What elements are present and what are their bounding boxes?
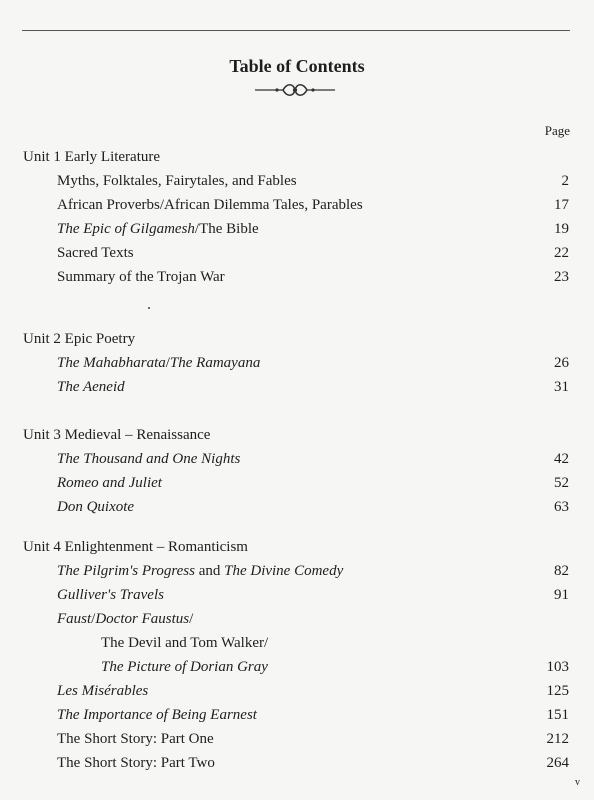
entry-title-part: Romeo and Juliet (57, 475, 162, 491)
toc-entry (0, 376, 594, 398)
entry-title-part: The Thousand and One Nights (57, 451, 241, 467)
toc-entry (0, 496, 594, 518)
entry-title-part: The Short Story: Part Two (57, 755, 215, 771)
entry-title (57, 752, 215, 774)
entry-title (57, 242, 134, 264)
entry-title-part: The Devil and Tom Walker/ (101, 635, 269, 651)
page-title: Table of Contents (229, 56, 365, 76)
entry-page-number: 212 (546, 731, 569, 747)
entry-title-part: The Ramayana (169, 355, 261, 371)
stray-dot (148, 307, 150, 309)
entry-page-number: 19 (554, 221, 569, 237)
entry-title (57, 704, 257, 726)
unit-heading (0, 424, 594, 446)
entry-title (57, 170, 297, 192)
toc-entry (0, 194, 594, 216)
entry-page-number: 17 (554, 197, 569, 213)
toc-entry (0, 608, 594, 630)
entry-title-part: The Picture of Dorian Gray (101, 659, 268, 675)
top-rule (22, 30, 570, 31)
toc-entry (0, 680, 594, 702)
entry-title-part: Les Misérables (57, 683, 149, 699)
entry-title (101, 656, 268, 678)
entry-title (57, 496, 134, 518)
toc-entry (0, 632, 594, 654)
entry-page-number: 26 (554, 355, 569, 371)
toc-entry (0, 218, 594, 240)
entry-title-part: Doctor Faustus (95, 611, 190, 627)
entry-title-part: Gulliver's Travels (57, 587, 164, 603)
entry-title-part: and (194, 563, 225, 579)
entry-page-number: 22 (554, 245, 569, 261)
entry-title-part: Myths, Folktales, Fairytales, and Fables (57, 173, 297, 189)
entry-title (57, 218, 259, 240)
entry-title (57, 680, 148, 702)
entry-title (57, 608, 193, 630)
entry-title-part: The Aeneid (57, 379, 125, 395)
entry-title (57, 266, 225, 288)
unit-heading (0, 146, 594, 168)
toc-entry (0, 560, 594, 582)
unit-title: Unit 4 Enlightenment – Romanticism (23, 539, 248, 555)
entry-page-number: 2 (561, 173, 569, 189)
entry-title-part: The Epic of Gilgamesh (57, 221, 195, 237)
entry-title-part: Summary of the Trojan War (57, 269, 225, 285)
entry-title-part: /The Bible (194, 221, 259, 237)
entry-title-part: Faust (57, 611, 92, 627)
unit-heading (0, 536, 594, 558)
toc-entry (0, 170, 594, 192)
entry-page-number: 125 (546, 683, 569, 699)
entry-title-part: The Mahabharata (57, 355, 166, 371)
toc-entry (0, 656, 594, 678)
toc-entry (0, 352, 594, 374)
entry-page-number: 31 (554, 379, 569, 395)
entry-title-part: The Divine Comedy (224, 563, 344, 579)
entry-title (101, 632, 268, 654)
toc-entry (0, 472, 594, 494)
entry-title-part: / (91, 611, 96, 627)
entry-title-part: The Importance of Being Earnest (57, 707, 257, 723)
toc-entry (0, 266, 594, 288)
toc-entry (0, 752, 594, 774)
unit-heading (0, 328, 594, 350)
toc-entry (0, 728, 594, 750)
entry-title (57, 352, 260, 374)
entry-title (57, 448, 240, 470)
entry-title-part: / (165, 355, 170, 371)
folio-page-number: v (575, 777, 580, 788)
unit-title: Unit 3 Medieval – Renaissance (23, 427, 211, 443)
toc-entry (0, 242, 594, 264)
entry-title-part: The Short Story: Part One (57, 731, 214, 747)
entry-title (57, 376, 125, 398)
entry-page-number: 103 (546, 659, 569, 675)
entry-page-number: 264 (546, 755, 569, 771)
unit-title: Unit 1 Early Literature (23, 149, 161, 165)
entry-title (57, 472, 162, 494)
entry-title (57, 560, 343, 582)
toc-entry (0, 584, 594, 606)
toc-entry (0, 448, 594, 470)
entry-page-number: 82 (554, 563, 569, 579)
entry-page-number: 42 (554, 451, 569, 467)
toc-entry (0, 704, 594, 726)
entry-page-number: 52 (554, 475, 569, 491)
entry-title-part: Don Quixote (57, 499, 135, 515)
entry-page-number: 63 (554, 499, 569, 515)
entry-title (57, 728, 214, 750)
ornament-divider-icon (253, 80, 337, 100)
entry-page-number: 151 (546, 707, 569, 723)
entry-page-number: 23 (554, 269, 569, 285)
entry-title-part: African Proverbs/African Dilemma Tales, Parables (57, 197, 363, 213)
entry-title (57, 194, 363, 216)
entry-title-part: The Pilgrim's Progress (57, 563, 195, 579)
entry-page-number: 91 (554, 587, 569, 603)
entry-title (57, 584, 164, 606)
entry-title-part: / (189, 611, 194, 627)
unit-title: Unit 2 Epic Poetry (23, 331, 136, 347)
page-column-label: Page (544, 123, 570, 138)
entry-title-part: Sacred Texts (57, 245, 134, 261)
